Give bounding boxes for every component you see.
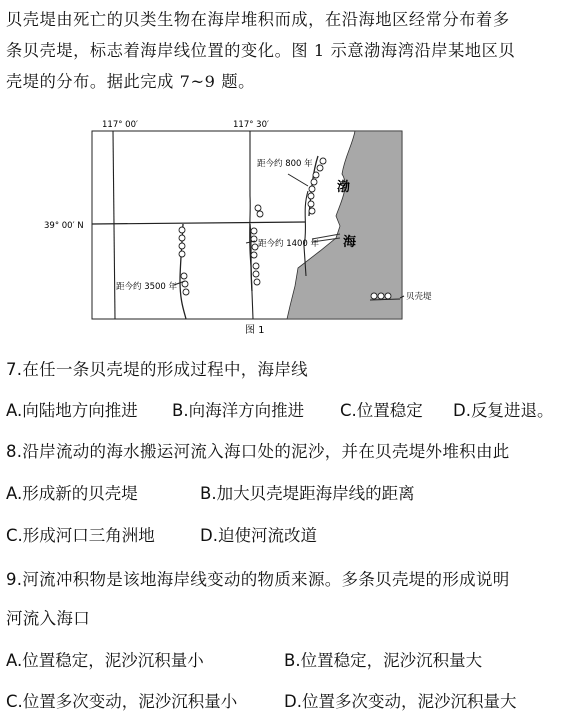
intro-line-2: 条贝壳堤，标志着海岸线位置的变化。图 1 示意渤海湾沿岸某地区贝 [6, 41, 516, 60]
figure-caption: 图 1 [245, 325, 265, 336]
figure-1-map [40, 116, 460, 346]
intro-line-1: 贝壳堤由死亡的贝类生物在海岸堆积而成，在沿海地区经常分布着多 [6, 10, 510, 29]
q9-option-b: B.位置稳定，泥沙沉积量大 [284, 651, 483, 670]
q7-option-c: C.位置稳定 [340, 401, 423, 420]
label-3500: 距今约 3500 年 [116, 282, 178, 292]
question-7-stem: 7.在任一条贝壳堤的形成过程中，海岸线 [6, 360, 308, 379]
q8-option-c: C.形成河口三角洲地 [6, 526, 155, 545]
sea-label-hai: 海 [343, 235, 357, 250]
lon-label-2: 117° 30′ [233, 120, 269, 130]
q8-option-d: D.迫使河流改道 [200, 526, 317, 545]
sea-label-bo: 渤 [337, 180, 351, 195]
question-9-stem-line-1: 9.河流冲积物是该地海岸线变动的物质来源。多条贝壳堤的形成说明 [6, 570, 510, 589]
q8-option-a: A.形成新的贝壳堤 [6, 484, 138, 503]
intro-line-3: 壳堤的分布。据此完成 7~9 题。 [6, 72, 255, 91]
q8-option-b: B.加大贝壳堤距海岸线的距离 [200, 484, 415, 503]
q7-option-d: D.反复进退。 [453, 401, 554, 420]
label-800: 距今约 800 年 [257, 159, 313, 169]
q9-option-a: A.位置稳定，泥沙沉积量小 [6, 651, 204, 670]
lon-label-1: 117° 00′ [102, 120, 138, 130]
legend-label: 贝壳堤 [406, 292, 432, 302]
question-9-stem-line-2: 河流入海口 [6, 609, 90, 628]
question-8-stem: 8.沿岸流动的海水搬运河流入海口处的泥沙，并在贝壳堤外堆积由此 [6, 442, 510, 461]
q9-option-c: C.位置多次变动，泥沙沉积量小 [6, 692, 238, 711]
shell-ridge-map [40, 116, 460, 346]
q7-option-b: B.向海洋方向推进 [172, 401, 305, 420]
lat-label: 39° 00′ N [44, 221, 84, 231]
q7-option-a: A.向陆地方向推进 [6, 401, 138, 420]
q9-option-d: D.位置多次变动，泥沙沉积量大 [284, 692, 517, 711]
intro-paragraph [6, 4, 558, 97]
label-1400: 距今约 1400 年 [258, 239, 320, 249]
